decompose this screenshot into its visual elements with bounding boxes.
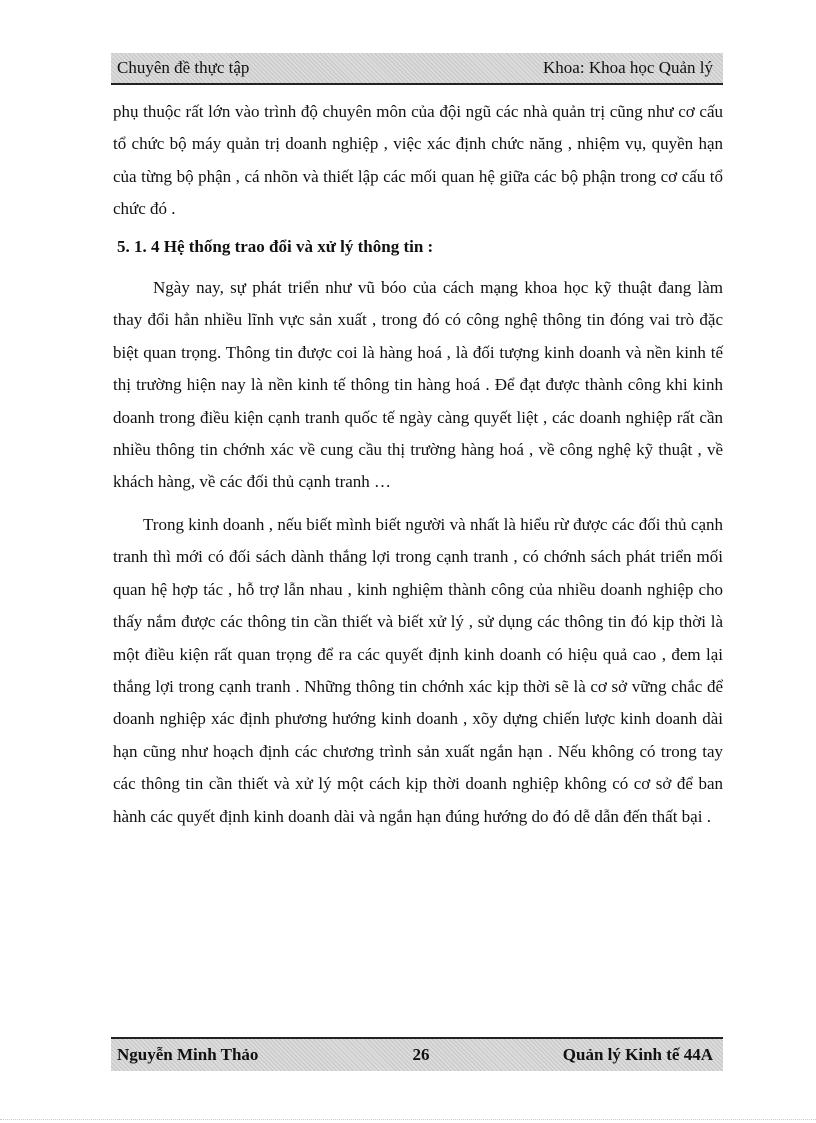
page-header (111, 53, 723, 85)
page-number: 26 (412, 1045, 430, 1064)
paragraph-continuation: phụ thuộc rất lớn vào trình độ chuyên môn của đội ngũ các nhà quản trị cũng như cơ cấu tổ chức bộ máy quản trị doanh nghiệp , việc xác định chức năng , nhiệm vụ, quyền hạn của từng bộ phận , cá nhõn và thiết lập các mối quan hệ giữa các bộ phận trong cơ cấu tổ chức đó . (113, 102, 723, 219)
footer-author: Nguyễn Minh Thảo (117, 1045, 259, 1064)
footer-class: Quản lý Kinh tế 44A (562, 1045, 713, 1064)
header-right-title: Khoa: Khoa học Quản lý (543, 58, 713, 77)
paragraph-information-technology: Ngày nay, sự phát triển như vũ bóo của cách mạng khoa học kỹ thuật đang làm thay đổi hẳn nhiều lĩnh vực sản xuất , trong đó có công nghệ thông tin đóng vai trò đặc biệt quan trọng. Thông tin được coi là hàng hoá , là đối tượng kinh doanh và nền kinh tế thị trường hiện nay là nền kinh tế thông tin hàng hoá . Để đạt được thành công khi kinh doanh trong điều kiện cạnh tranh quốc tế ngày càng quyết liệt , các doanh nghiệp rất cần nhiều thông tin chớnh xác về cung cầu thị trường hàng hoá , về công nghệ kỹ thuật , về khách hàng, về các đối thủ cạnh tranh … (113, 278, 723, 492)
section-heading: 5. 1. 4 Hệ thống trao đổi và xử lý thông tin : (117, 236, 434, 256)
page-bottom-divider (0, 1119, 816, 1120)
header-left-title: Chuyên đề thực tập (117, 58, 250, 77)
paragraph-business-information: Trong kinh doanh , nếu biết mình biết người và nhất là hiểu rừ được các đối thủ cạnh tranh thì mới có đối sách dành thắng lợi trong cạnh tranh , có chớnh sách phát triển mối quan hệ hợp tác , hỗ trợ lẫn nhau , kinh nghiệm thành công của nhiều doanh nghiệp cho thấy nắm được các thông tin cần thiết và biết xử lý , sử dụng các thông tin đó kịp thời là một điều kiện rất quan trọng để ra các quyết định kinh doanh có hiệu quả cao , đem lại thắng lợi trong cạnh tranh . Những thông tin chớnh xác kịp thời sẽ là cơ sở vững chắc để doanh nghiệp xác định phương hướng kinh doanh , xõy dựng chiến lược kinh doanh dài hạn cũng như hoạch định các chương trình sản xuất ngắn hạn . Nếu không có trong tay các thông tin cần thiết và xử lý một cách kịp thời doanh nghiệp không có cơ sở để ban hành các quyết định kinh doanh dài và ngắn hạn đúng hướng do đó dễ dẫn đến thất bại . (113, 514, 723, 826)
page-footer (111, 1037, 723, 1071)
page-body (113, 96, 723, 833)
